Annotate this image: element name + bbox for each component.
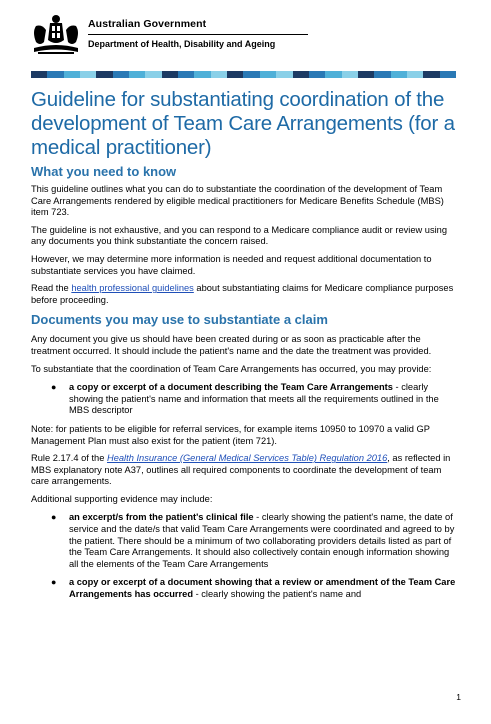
stripe-segment bbox=[325, 71, 341, 78]
not-exhaustive-paragraph: The guideline is not exhaustive, and you can respond to a Medicare compliance audit or review using any documents you think substantiate the concern raised. bbox=[31, 224, 448, 247]
bullet-icon: ● bbox=[51, 512, 57, 523]
document-body bbox=[31, 88, 461, 608]
regulation-link[interactable]: Health Insurance (General Medical Services Table) Regulation 2016 bbox=[106, 453, 388, 464]
stripe-segment bbox=[227, 71, 243, 78]
department-name: Department of Health, Disability and Ageing bbox=[88, 39, 276, 49]
document-timing-paragraph: Any document you give us should have been created during or as soon as practicable after the treatment occurred. It should include the patient's name and the date the treatment was provided. bbox=[31, 334, 432, 356]
stripe-segment bbox=[342, 71, 358, 78]
intro-paragraph: This guideline outlines what you can do to substantiate the coordination of the development of Team Care Arrangements rendered by eligible medical practitioners for Medicare Benefits Schedule (MBS) item 723. bbox=[31, 184, 444, 218]
stripe-segment bbox=[423, 71, 439, 78]
read-guidelines-paragraph: Read the health professional guidelines about substantiating claims for Medicare compliance purposes before proceeding. bbox=[31, 283, 454, 305]
page-title: Guideline for substantiating coordination of the development of Team Care Arrangements (for a medical practitioner) bbox=[31, 88, 455, 159]
stripe-segment bbox=[309, 71, 325, 78]
heading-what-you-need-to-know: What you need to know bbox=[31, 164, 177, 179]
heading-documents-you-may-use: Documents you may use to substantiate a claim bbox=[31, 312, 328, 328]
decorative-stripe bbox=[31, 71, 456, 78]
stripe-segment bbox=[145, 71, 161, 78]
note-paragraph: Note: for patients to be eligible for referral services, for example items 10950 to 10970 a valid GP Management Plan must also exist for the patient (item 721). bbox=[31, 423, 430, 446]
stripe-segment bbox=[260, 71, 276, 78]
rule-paragraph: Rule 2.17.4 of the Health Insurance (General Medical Services Table) Regulation 2016, as reflected in MBS explanatory note A37, outlines all required components to coordinate the development of team care arrangements. bbox=[31, 453, 451, 487]
stripe-segment bbox=[276, 71, 292, 78]
stripe-segment bbox=[358, 71, 374, 78]
stripe-segment bbox=[113, 71, 129, 78]
bullet-icon: ● bbox=[51, 382, 57, 393]
list-item: ● a copy or excerpt of a document showing that a review or amendment of the Team Care Arrangements has occurred - clearly showing the patient's name and bbox=[51, 577, 456, 600]
stripe-segment bbox=[31, 71, 47, 78]
stripe-segment bbox=[162, 71, 178, 78]
coat-of-arms-logo bbox=[30, 12, 82, 56]
stripe-segment bbox=[64, 71, 80, 78]
stripe-segment bbox=[178, 71, 194, 78]
stripe-segment bbox=[374, 71, 390, 78]
required-documents-list bbox=[31, 382, 461, 417]
page-number: 1 bbox=[456, 692, 461, 702]
stripe-segment bbox=[293, 71, 309, 78]
list-item: ● an excerpt/s from the patient's clinical file - clearly showing the patient's name, the date of service and the date/s that valid Team Care Arrangements were coordinated and agreed to by the patient. There should be a minimum of two collaborating providers details listed as part of the Team Care Arrangements. It should also collectively contain enough information showing all the elements of the Team Care Arrangements bbox=[51, 512, 455, 569]
stripe-segment bbox=[47, 71, 63, 78]
stripe-segment bbox=[211, 71, 227, 78]
stripe-segment bbox=[194, 71, 210, 78]
header-divider bbox=[88, 34, 308, 35]
list-item: ● a copy or excerpt of a document describing the Team Care Arrangements - clearly showing the patient's name and information that meets all the requirements outlined in the MBS descriptor bbox=[51, 382, 439, 416]
health-professional-guidelines-link[interactable]: health professional guidelines bbox=[71, 283, 194, 294]
stripe-segment bbox=[391, 71, 407, 78]
more-information-paragraph: However, we may determine more information is needed and request additional documentation to substantiate services you have claimed. bbox=[31, 253, 432, 276]
stripe-segment bbox=[80, 71, 96, 78]
bullet-icon: ● bbox=[51, 577, 57, 588]
stripe-segment bbox=[440, 71, 456, 78]
stripe-segment bbox=[129, 71, 145, 78]
stripe-segment bbox=[407, 71, 423, 78]
government-title: Australian Government bbox=[88, 18, 207, 30]
additional-evidence-paragraph: Additional supporting evidence may include: bbox=[31, 493, 213, 504]
you-may-provide-paragraph: To substantiate that the coordination of Team Care Arrangements has occurred, you may provide: bbox=[31, 363, 432, 374]
stripe-segment bbox=[96, 71, 112, 78]
page-header bbox=[30, 12, 470, 58]
stripe-segment bbox=[243, 71, 259, 78]
supporting-evidence-list bbox=[31, 512, 461, 600]
